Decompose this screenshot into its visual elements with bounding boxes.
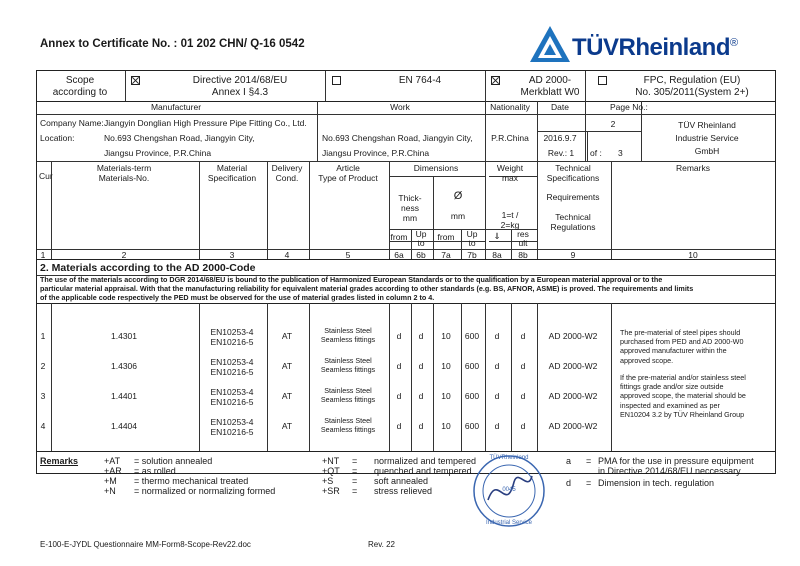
column-number: 3	[229, 250, 235, 260]
cell-w-b: d	[520, 421, 526, 431]
cell-tech: AD 2000-W2	[548, 361, 598, 371]
cell-spec2: EN10216-5	[210, 397, 254, 407]
cell-t-to: d	[418, 361, 424, 371]
legend-eq: =	[586, 456, 592, 466]
cell-article2: Seamless fittings	[320, 365, 376, 374]
checkbox-directive[interactable]	[131, 76, 140, 85]
cell-t-from: d	[396, 421, 402, 431]
legend-text: quenched and tempered	[374, 466, 472, 476]
col-thickness: Thick- ness mm	[398, 193, 422, 223]
col-article: Article Type of Product	[318, 163, 378, 183]
column-number: 5	[345, 250, 351, 260]
sub-arrow: ⇓	[493, 231, 501, 241]
cell-material: 1.4401	[111, 391, 137, 401]
legend-code: +M	[104, 476, 117, 486]
footer-rev: Rev. 22	[368, 540, 395, 549]
legend-text: = thermo mechanical treated	[134, 476, 249, 486]
legend-text: soft annealed	[374, 476, 429, 486]
column-number: 8a	[492, 250, 502, 260]
cell-article1: Stainless Steel	[324, 386, 372, 395]
column-number: 10	[688, 250, 698, 260]
cell-material: 1.4301	[111, 331, 137, 341]
legend-code: +NT	[322, 456, 340, 466]
certificate-number: Annex to Certificate No. : 01 202 CHN/ Q-16 0542	[40, 38, 305, 50]
section-note-line1: The use of the materials according to DGR 2014/68/EU is bound to the publication of Harmonized European Standards or to the qualification by a European material approval or to the	[40, 275, 663, 284]
legend-code: +AT	[104, 456, 121, 466]
cell-tech: AD 2000-W2	[548, 391, 598, 401]
remarks-block-1: The pre-material of steel pipes should purchased from PED and AD 2000-W0 approved manufacturer within the approved scope.	[620, 328, 744, 365]
work-line2: Jiangsu Province, P.R.China	[322, 148, 430, 158]
cell-cond: AT	[281, 391, 293, 401]
cell-article2: Seamless fittings	[320, 335, 376, 344]
column-number: 8b	[518, 250, 528, 260]
scope-option-ad2000: AD 2000- Merkblatt W0	[520, 75, 580, 98]
cell-spec2: EN10216-5	[210, 427, 254, 437]
cell-t-from: d	[396, 361, 402, 371]
col-delivery: Delivery Cond.	[271, 163, 303, 183]
work-heading: Work	[390, 102, 410, 112]
col-dimensions: Dimensions	[413, 163, 459, 173]
tuv-logo-icon	[528, 24, 572, 64]
sub-from-2: from	[437, 232, 455, 242]
cell-spec1: EN10253-4	[210, 357, 254, 367]
cell-tech: AD 2000-W2	[548, 421, 598, 431]
legend-eq: =	[352, 456, 358, 466]
sub-upto-1: Up to	[415, 229, 427, 248]
legend-code: +N	[104, 486, 116, 496]
nationality-value: P.R.China	[491, 133, 529, 143]
cell-d-to: 600	[464, 331, 480, 341]
cell-spec2: EN10216-5	[210, 367, 254, 377]
cell-tech: AD 2000-W2	[548, 331, 598, 341]
col-regulations: Technical Regulations	[550, 212, 596, 232]
legend-eq: =	[352, 476, 358, 486]
cell-d-to: 600	[464, 421, 480, 431]
legend-text: = as rolled	[134, 466, 176, 476]
cell-spec1: EN10253-4	[210, 417, 254, 427]
checkbox-en764[interactable]	[332, 76, 341, 85]
nationality-heading: Nationality	[490, 102, 530, 112]
cell-w-a: d	[494, 391, 500, 401]
cell-d-from: 10	[441, 391, 451, 401]
location-line1: No.693 Chengshan Road, Jiangyin City,	[104, 133, 255, 143]
col-weight: Weight max	[496, 163, 524, 183]
date-value: 2016.9.7	[543, 133, 577, 143]
legend-eq: =	[352, 486, 358, 496]
sub-result: res ult	[517, 229, 529, 248]
sub-upto-2: Up to	[466, 229, 478, 248]
col-weight-unit: 1=t / 2=kg	[500, 210, 520, 230]
of-value: 3	[618, 148, 623, 158]
legend-code: +AR	[104, 466, 122, 476]
cell-d-to: 600	[464, 361, 480, 371]
cell-w-a: d	[494, 421, 500, 431]
legend-text: = solution annealed	[134, 456, 213, 466]
col-diameter: Ø mm	[450, 190, 466, 221]
col-specification: Material Specification	[207, 163, 257, 183]
tuv-logo-text: TÜVRheinland®	[572, 34, 738, 61]
footer-doc: E-100-E-JYDL Questionnaire MM-Form8-Scope-Rev22.doc	[40, 540, 251, 549]
remarks-block-2: If the pre-material and/or stainless steel fittings grade and/or size outside approved scope, the material should be inspected and examined as per EN10204 3.2 by TÜV Rheinland Group	[620, 373, 746, 419]
cell-article1: Stainless Steel	[324, 356, 372, 365]
column-number: 6a	[394, 250, 404, 260]
scope-option-directive: Directive 2014/68/EU Annex I §4.3	[192, 75, 288, 98]
legend-text: Dimension in tech. regulation	[598, 478, 715, 488]
page-number: 2	[610, 119, 616, 129]
cell-w-a: d	[494, 331, 500, 341]
cell-spec2: EN10216-5	[210, 337, 254, 347]
column-number: 1	[40, 250, 46, 260]
column-number: 2	[121, 250, 127, 260]
date-heading: Date	[551, 102, 569, 112]
cell-spec1: EN10253-4	[210, 327, 254, 337]
legend-text: in Directive 2014/68/EU neccessary	[598, 466, 741, 476]
cell-t-from: d	[396, 331, 402, 341]
cell-cur: 1	[40, 331, 46, 341]
legend-text: stress relieved	[374, 486, 433, 496]
cell-t-to: d	[418, 391, 424, 401]
cell-t-from: d	[396, 391, 402, 401]
cell-cond: AT	[281, 331, 293, 341]
cell-cur: 3	[40, 391, 46, 401]
legend-text: normalized and tempered	[374, 456, 477, 466]
cell-article1: Stainless Steel	[324, 326, 372, 335]
legend-text: = normalized or normalizing formed	[134, 486, 276, 496]
legend-eq: =	[586, 478, 592, 488]
issuer: TÜV Rheinland Industrie Service GmbH	[675, 120, 739, 156]
checkbox-ad2000[interactable]	[491, 76, 500, 85]
column-number: 7a	[441, 250, 451, 260]
sub-from-1: from	[390, 232, 408, 242]
stamp-bottom: Industrial Service	[485, 520, 533, 526]
cell-w-b: d	[520, 361, 526, 371]
cell-spec1: EN10253-4	[210, 387, 254, 397]
col-requirements: Requirements	[546, 192, 600, 202]
cell-d-from: 10	[441, 361, 451, 371]
section-note-line2: particular material appraisal. With that the manufacturing reliability for equivalent material grades according to other standards (e.g. BS, AFNOR, ASME) is proved. The requirements and limits	[40, 284, 694, 293]
column-number: 7b	[467, 250, 477, 260]
col-materials: Materials-term Materials-No.	[96, 163, 152, 183]
revision: Rev.: 1	[547, 148, 575, 158]
legend-code: +SR	[322, 486, 340, 496]
col-cur: Cur	[39, 171, 53, 181]
cell-w-a: d	[494, 361, 500, 371]
section-title: 2. Materials according to the AD 2000-Code	[40, 262, 256, 274]
cell-t-to: d	[418, 331, 424, 341]
cell-material: 1.4404	[111, 421, 137, 431]
manufacturer-heading: Manufacturer	[150, 102, 202, 112]
checkbox-fpc[interactable]	[598, 76, 607, 85]
company-name: Jiangyin Donglian High Pressure Pipe Fitting Co., Ltd.	[104, 118, 307, 128]
cell-d-from: 10	[441, 331, 451, 341]
cell-article2: Seamless fittings	[320, 425, 376, 434]
location-line2: Jiangsu Province, P.R.China	[104, 148, 212, 158]
cell-d-from: 10	[441, 421, 451, 431]
cell-d-to: 600	[464, 391, 480, 401]
legend-code: +QT	[322, 466, 340, 476]
remarks-title: Remarks	[40, 456, 79, 466]
page-heading: Page No.:	[610, 102, 648, 112]
cell-cur: 4	[40, 421, 46, 431]
scope-option-en764: EN 764-4	[398, 75, 442, 86]
column-number: 9	[570, 250, 576, 260]
stamp-top: TÜVRheinland	[489, 455, 529, 461]
col-remarks: Remarks	[675, 163, 710, 173]
legend-code: a	[566, 456, 572, 466]
cell-cond: AT	[281, 361, 293, 371]
legend-eq: =	[352, 466, 358, 476]
section-note-line3: of the applicable code respectively the PED must be observed for the use of material grades listed in column 2 to 4.	[40, 293, 435, 302]
column-number: 4	[284, 250, 290, 260]
cell-material: 1.4306	[111, 361, 137, 371]
stamp-number: 0045	[502, 487, 516, 493]
location-label: Location:	[40, 133, 75, 143]
scope-label: Scope according to	[52, 75, 108, 98]
scope-option-fpc: FPC, Regulation (EU) No. 305/2011(System 2+)	[635, 75, 749, 98]
cell-t-to: d	[418, 421, 424, 431]
work-line1: No.693 Chengshan Road, Jiangyin City,	[322, 133, 473, 143]
cell-cond: AT	[281, 421, 293, 431]
column-number: 6b	[416, 250, 426, 260]
legend-text: PMA for the use in pressure equipment	[598, 456, 754, 466]
company-label: Company Name:	[40, 118, 104, 128]
col-technical: Technical Specifications	[546, 163, 600, 183]
cell-w-b: d	[520, 391, 526, 401]
legend-code: d	[566, 478, 572, 488]
cell-article2: Seamless fittings	[320, 395, 376, 404]
cell-w-b: d	[520, 331, 526, 341]
cell-article1: Stainless Steel	[324, 416, 372, 425]
of-label: of :	[590, 148, 602, 158]
cell-cur: 2	[40, 361, 46, 371]
legend-code: +S	[322, 476, 334, 486]
